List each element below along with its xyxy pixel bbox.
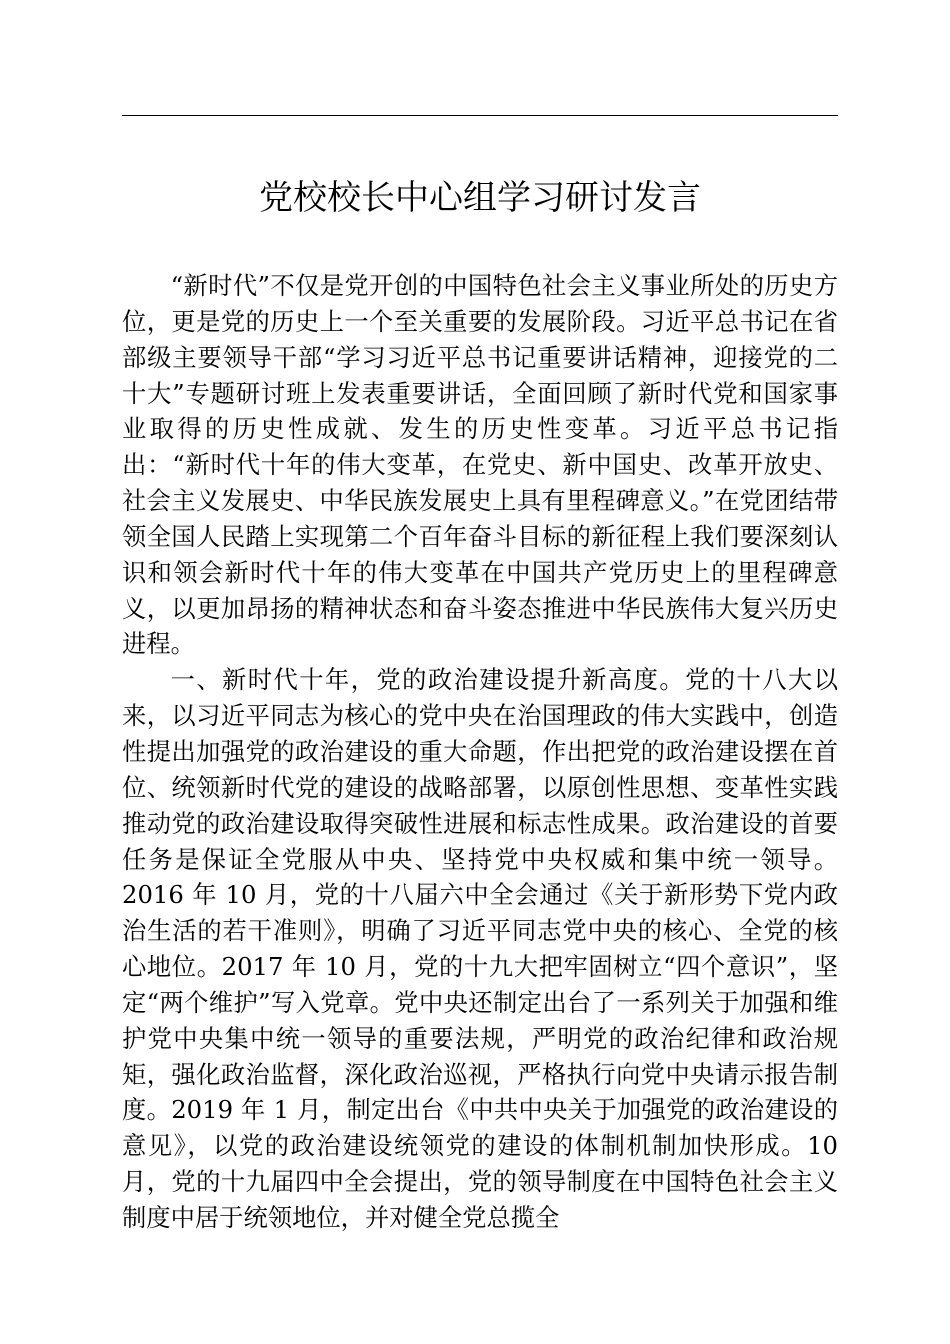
body-paragraph: “新时代”不仅是党开创的中国特色社会主义事业所处的历史方位，更是党的历史上一个至关重要的发展阶段。习近平总书记在省部级主要领导干部“学习习近平总书记重要讲话精神，迎接党的二十大”专题研讨班上发表重要讲话，全面回顾了新时代党和国家事业取得的历史性成就、发生的历史性变革。习近平总书记指出：“新时代十年的伟大变革，在党史、新中国史、改革开放史、社会主义发展史、中华民族发展史上具有里程碑意义。”在党团结带领全国人民踏上实现第二个百年奋斗目标的新征程上我们要深刻认识和领会新时代十年的伟大变革在中国共产党历史上的里程碑意义，以更加昂扬的精神状态和奋斗姿态推进中华民族伟大复兴历史进程。: [122, 271, 838, 659]
document-body: [122, 268, 838, 1236]
header-rule: [122, 115, 838, 116]
document-title: 党校校长中心组学习研讨发言: [259, 178, 701, 218]
body-paragraph: 一、新时代十年，党的政治建设提升新高度。党的十八大以来，以习近平同志为核心的党中央在治国理政的伟大实践中，创造性提出加强党的政治建设的重大命题，作出把党的政治建设摆在首位、统领新时代党的建设的战略部署，以原创性思想、变革性实践推动党的政治建设取得突破性进展和标志性成果。政治建设的首要任务是保证全党服从中央、坚持党中央权威和集中统一领导。2016 年 10 月，党的十八届六中全会通过《关于新形势下党内政治生活的若干准则》，明确了习近平同志党中央的核心、全党的核心地位。2017 年 10 月，党的十九大把牢固树立“四个意识”，坚定“两个维护”写入党章。党中央还制定出台了一系列关于加强和维护党中央集中统一领导的重要法规，严明党的政治纪律和政治规矩，强化政治监督，深化政治巡视，严格执行向党中央请示报告制度。2019 年 1 月，制定出台《中共中央关于加强党的政治建设的意见》，以党的政治建设统领党的建设的体制机制加快形成。10 月，党的十九届四中全会提出，党的领导制度在中国特色社会主义制度中居于统领地位，并对健全党总揽全: [122, 665, 838, 1232]
